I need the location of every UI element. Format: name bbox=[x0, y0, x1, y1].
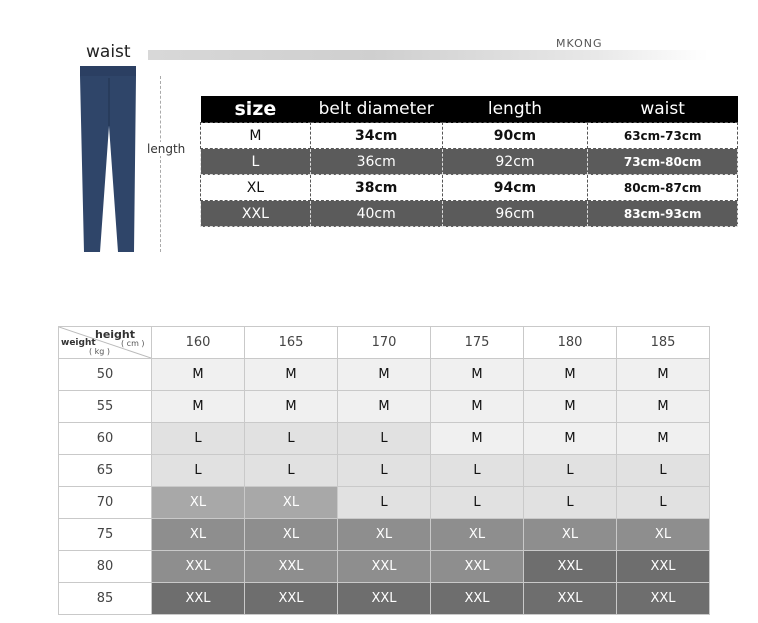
size-recommendation-cell: M bbox=[152, 359, 245, 391]
grid-row bbox=[59, 551, 710, 583]
corner-weight-unit: ( kg ) bbox=[89, 347, 111, 356]
size-table bbox=[200, 96, 738, 227]
size-recommendation-cell: L bbox=[431, 455, 524, 487]
corner-height-unit: ( cm ) bbox=[121, 339, 145, 348]
waist-label: waist bbox=[86, 42, 131, 62]
grid-row bbox=[59, 423, 710, 455]
size-recommendation-cell: L bbox=[524, 487, 617, 519]
size-recommendation-cell: XXL bbox=[338, 551, 431, 583]
size-recommendation-cell: M bbox=[617, 423, 710, 455]
size-recommendation-cell: L bbox=[431, 487, 524, 519]
weight-height-grid bbox=[58, 326, 710, 615]
size-recommendation-cell: M bbox=[524, 423, 617, 455]
weight-cell: 80 bbox=[59, 551, 152, 583]
length-cell: 94cm bbox=[442, 175, 588, 201]
size-recommendation-cell: M bbox=[524, 359, 617, 391]
grid-row bbox=[59, 519, 710, 551]
grid-row bbox=[59, 487, 710, 519]
waist-cell: 80cm-87cm bbox=[588, 175, 738, 201]
corner-height-label: height bbox=[95, 328, 136, 341]
height-header: 180 bbox=[524, 327, 617, 359]
belt-cell: 34cm bbox=[310, 123, 442, 149]
size-recommendation-cell: XXL bbox=[152, 551, 245, 583]
size-recommendation-cell: M bbox=[617, 359, 710, 391]
size-recommendation-cell: L bbox=[617, 487, 710, 519]
size-recommendation-cell: XXL bbox=[152, 583, 245, 615]
size-recommendation-cell: XL bbox=[617, 519, 710, 551]
size-recommendation-cell: L bbox=[338, 423, 431, 455]
size-row bbox=[201, 123, 738, 149]
size-recommendation-cell: XXL bbox=[524, 583, 617, 615]
col-belt-diameter: belt diameter bbox=[310, 96, 442, 123]
weight-cell: 65 bbox=[59, 455, 152, 487]
size-recommendation-cell: M bbox=[338, 391, 431, 423]
size-recommendation-cell: L bbox=[245, 455, 338, 487]
size-row bbox=[201, 149, 738, 175]
size-recommendation-cell: M bbox=[431, 391, 524, 423]
weight-cell: 70 bbox=[59, 487, 152, 519]
size-recommendation-cell: XL bbox=[245, 487, 338, 519]
size-recommendation-cell: M bbox=[431, 359, 524, 391]
height-header: 175 bbox=[431, 327, 524, 359]
size-recommendation-cell: L bbox=[524, 455, 617, 487]
size-recommendation-cell: XXL bbox=[524, 551, 617, 583]
height-header: 170 bbox=[338, 327, 431, 359]
size-cell: XXL bbox=[201, 201, 311, 227]
size-recommendation-cell: XXL bbox=[617, 551, 710, 583]
belt-cell: 36cm bbox=[310, 149, 442, 175]
size-recommendation-cell: XL bbox=[152, 519, 245, 551]
size-row bbox=[201, 175, 738, 201]
height-header: 185 bbox=[617, 327, 710, 359]
brand-name: MKONG bbox=[556, 37, 603, 50]
waist-cell: 73cm-80cm bbox=[588, 149, 738, 175]
size-recommendation-cell: XXL bbox=[338, 583, 431, 615]
grid-header-row bbox=[59, 327, 710, 359]
height-header: 165 bbox=[245, 327, 338, 359]
col-size: size bbox=[201, 96, 311, 123]
belt-cell: 40cm bbox=[310, 201, 442, 227]
corner-weight-label: weight bbox=[61, 338, 96, 348]
pants-illustration bbox=[76, 66, 142, 256]
grid-row bbox=[59, 455, 710, 487]
size-recommendation-cell: L bbox=[245, 423, 338, 455]
length-cell: 92cm bbox=[442, 149, 588, 175]
size-cell: M bbox=[201, 123, 311, 149]
size-cell: L bbox=[201, 149, 311, 175]
weight-cell: 85 bbox=[59, 583, 152, 615]
weight-cell: 75 bbox=[59, 519, 152, 551]
size-recommendation-cell: XXL bbox=[431, 551, 524, 583]
grid-row bbox=[59, 391, 710, 423]
grid-row bbox=[59, 359, 710, 391]
size-recommendation-cell: M bbox=[431, 423, 524, 455]
size-recommendation-cell: XL bbox=[245, 519, 338, 551]
size-table-header bbox=[201, 96, 738, 123]
belt-cell: 38cm bbox=[310, 175, 442, 201]
length-dimension-line bbox=[160, 76, 161, 252]
size-recommendation-cell: M bbox=[152, 391, 245, 423]
size-recommendation-cell: L bbox=[338, 487, 431, 519]
size-recommendation-cell: M bbox=[245, 391, 338, 423]
size-recommendation-cell: XL bbox=[431, 519, 524, 551]
brand-bar bbox=[148, 50, 708, 60]
grid-corner bbox=[59, 327, 152, 359]
size-recommendation-cell: XXL bbox=[431, 583, 524, 615]
size-recommendation-cell: XL bbox=[338, 519, 431, 551]
weight-cell: 50 bbox=[59, 359, 152, 391]
weight-cell: 55 bbox=[59, 391, 152, 423]
size-recommendation-cell: XXL bbox=[617, 583, 710, 615]
size-recommendation-cell: M bbox=[617, 391, 710, 423]
grid-row bbox=[59, 583, 710, 615]
length-label: length bbox=[147, 142, 186, 156]
length-cell: 90cm bbox=[442, 123, 588, 149]
length-cell: 96cm bbox=[442, 201, 588, 227]
col-length: length bbox=[442, 96, 588, 123]
size-recommendation-cell: M bbox=[338, 359, 431, 391]
size-recommendation-cell: M bbox=[524, 391, 617, 423]
size-recommendation-cell: L bbox=[617, 455, 710, 487]
size-recommendation-cell: L bbox=[152, 455, 245, 487]
col-waist: waist bbox=[588, 96, 738, 123]
size-row bbox=[201, 201, 738, 227]
waist-cell: 63cm-73cm bbox=[588, 123, 738, 149]
weight-cell: 60 bbox=[59, 423, 152, 455]
size-recommendation-cell: XXL bbox=[245, 583, 338, 615]
size-recommendation-cell: L bbox=[152, 423, 245, 455]
size-cell: XL bbox=[201, 175, 311, 201]
size-recommendation-cell: XL bbox=[152, 487, 245, 519]
size-recommendation-cell: M bbox=[245, 359, 338, 391]
size-recommendation-cell: XL bbox=[524, 519, 617, 551]
size-recommendation-cell: L bbox=[338, 455, 431, 487]
height-header: 160 bbox=[152, 327, 245, 359]
size-recommendation-cell: XXL bbox=[245, 551, 338, 583]
waist-cell: 83cm-93cm bbox=[588, 201, 738, 227]
